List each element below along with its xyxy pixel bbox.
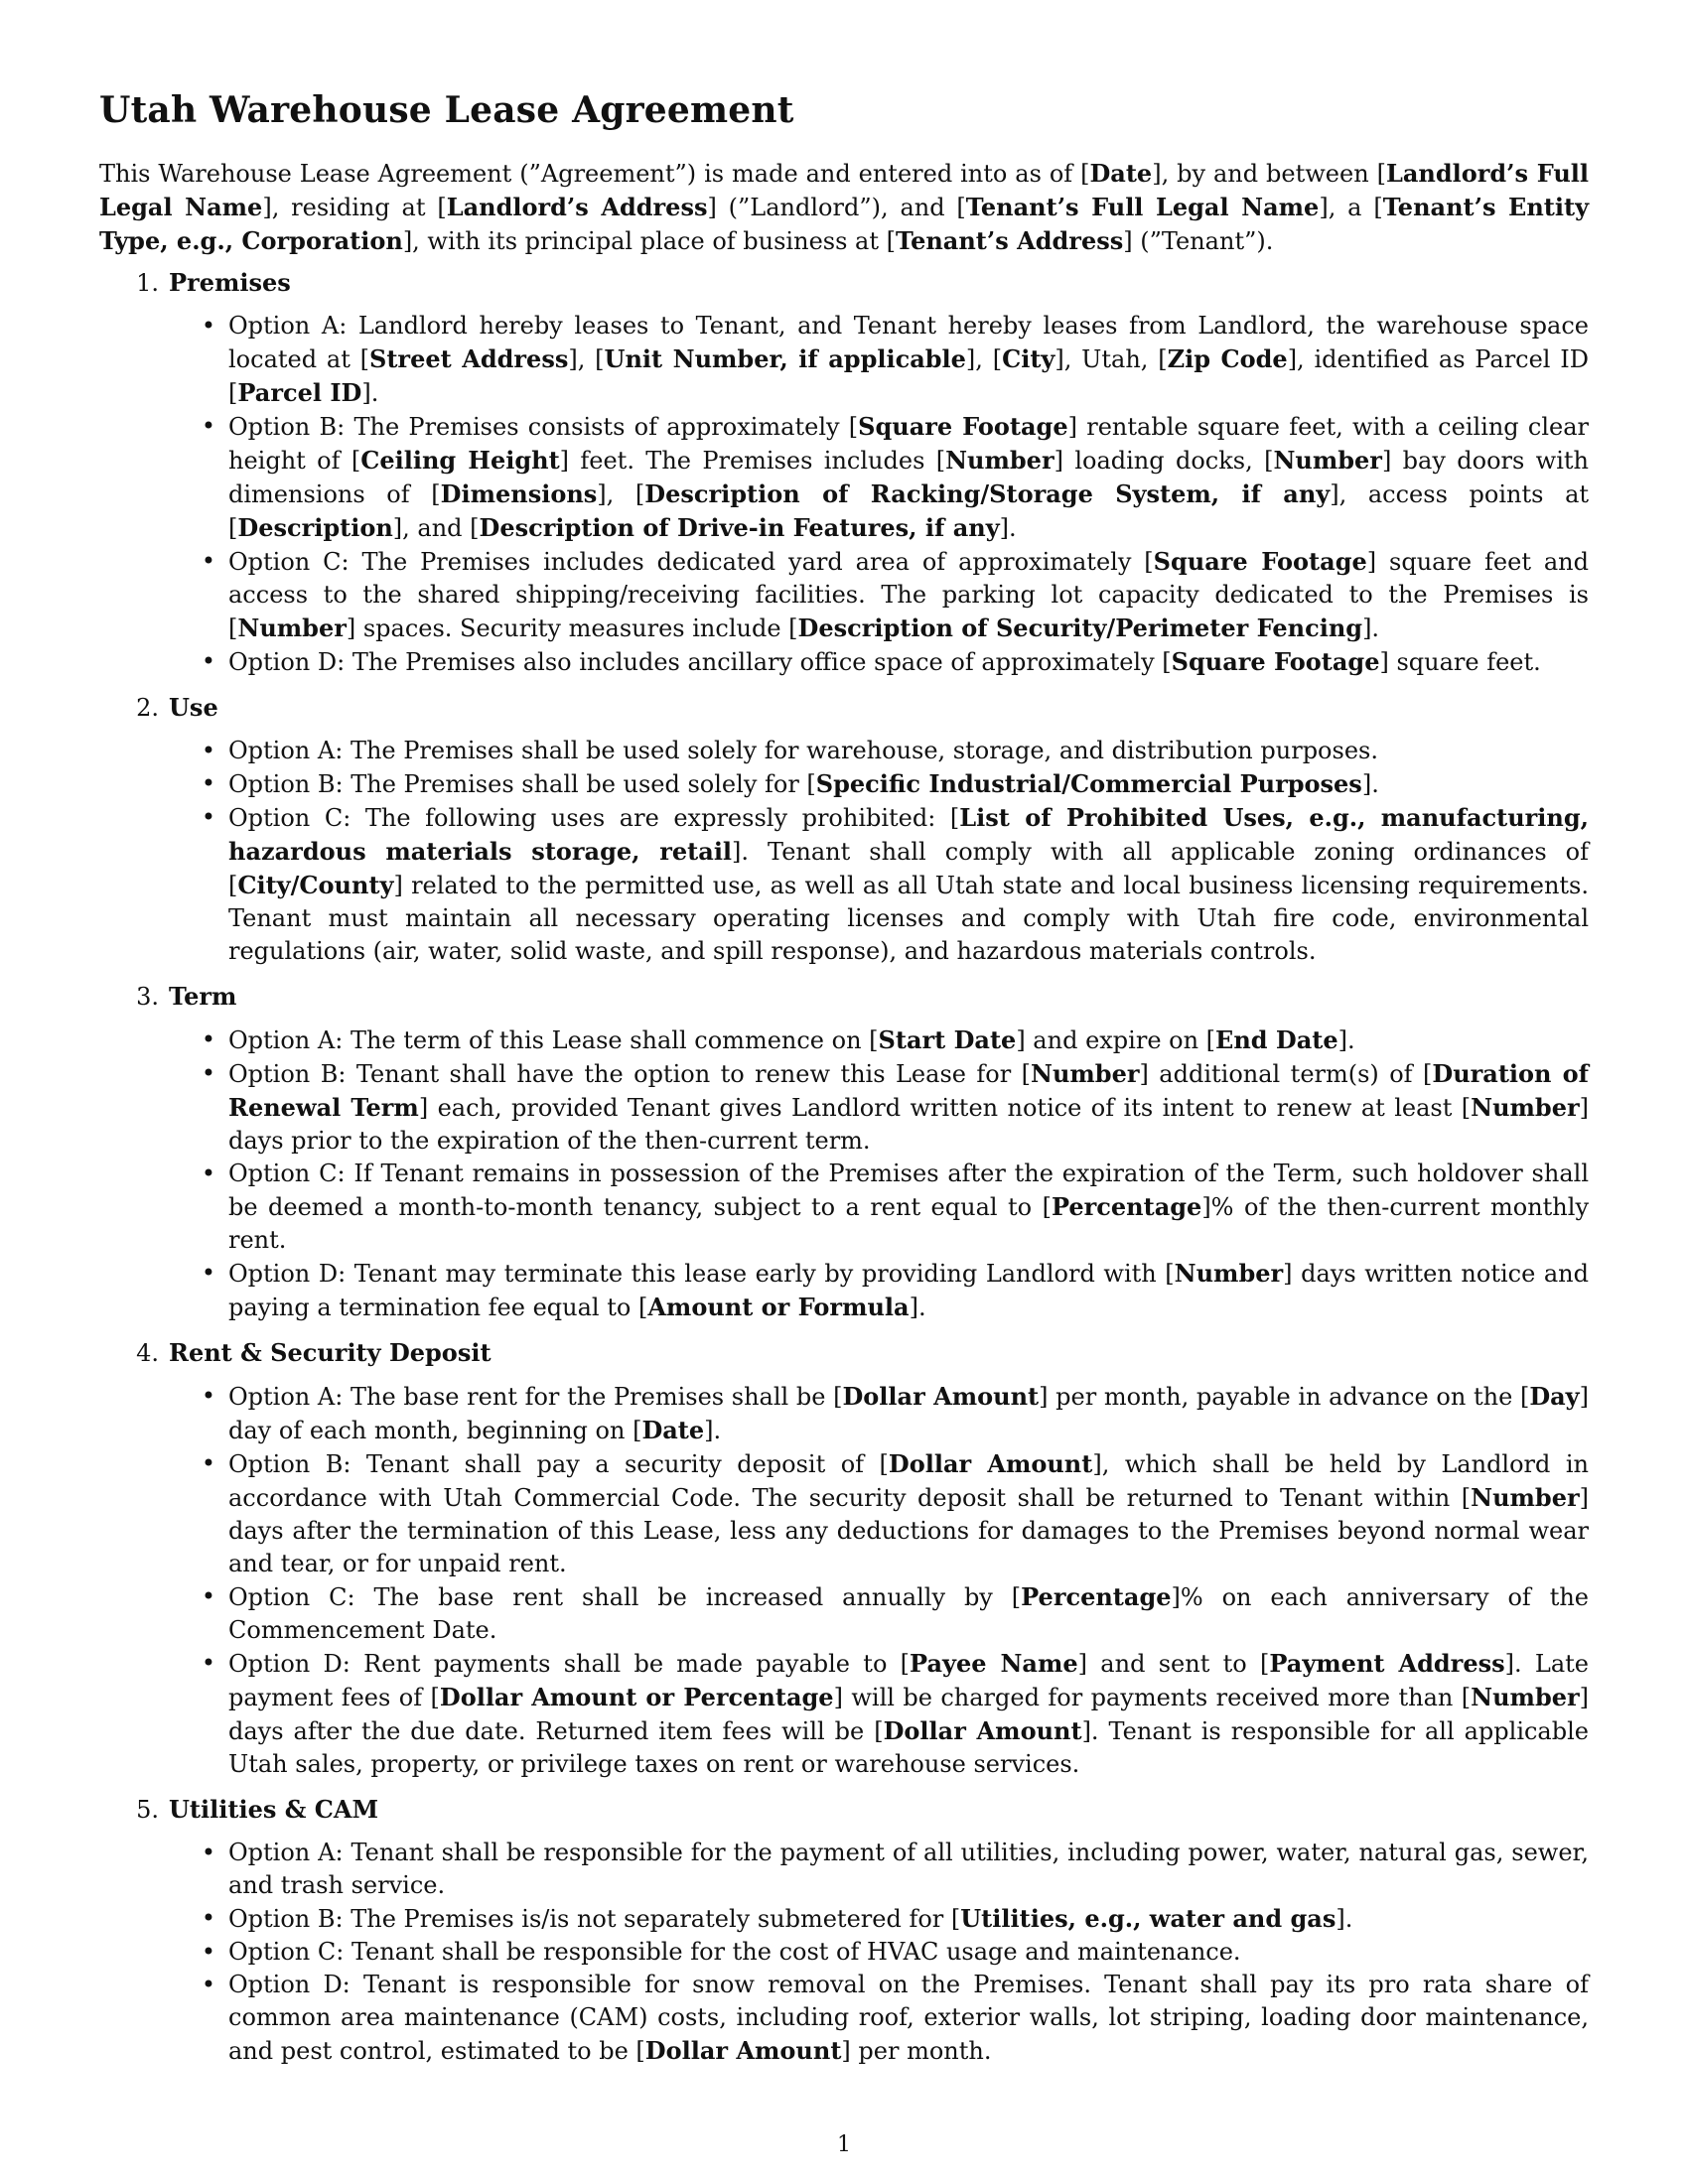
text-run: Option B: The Premises consists of approximately [ (228, 413, 859, 441)
placeholder-field: Utilities, e.g., water and gas (960, 1904, 1336, 1933)
placeholder-field: List of Prohibited Uses, e.g., manufacturing, hazardous materials storage, retail (228, 803, 1589, 866)
document-page (99, 89, 1589, 2080)
text-run: ], [ (568, 345, 605, 373)
text-run: ] (”Landlord”), and [ (707, 194, 966, 221)
option-item (99, 1837, 1589, 1902)
text-run: Option D: Rent payments shall be made payable to [ (228, 1650, 911, 1678)
section-title: Premises (169, 268, 291, 297)
placeholder-field: City (1002, 344, 1055, 373)
intro-paragraph (99, 157, 1589, 258)
option-list (99, 735, 1589, 968)
placeholder-field: Dollar Amount or Percentage (439, 1683, 834, 1711)
text-run: Option A: Tenant shall be responsible for the payment of all utilities, including power, water, natural gas, sewer, and trash service. (228, 1839, 1589, 1899)
text-run: Option D: The Premises also includes ancillary office space of approximately [ (228, 648, 1172, 676)
bullet-icon: • (201, 1382, 216, 1410)
option-item (99, 1380, 1589, 1447)
bullet-icon: • (201, 1025, 216, 1053)
text-run: ] rentable square feet, with a ceiling clear height of [ (228, 413, 1590, 475)
option-item (99, 1057, 1589, 1158)
section-4 (99, 1336, 1589, 1781)
section-number: 4. (136, 1339, 159, 1367)
placeholder-field: Tenant’s Full Legal Name (965, 193, 1320, 221)
placeholder-field: Landlord’s Full Legal Name (99, 159, 1590, 221)
text-run: ], [ (597, 480, 645, 508)
option-item (99, 1647, 1589, 1781)
placeholder-field: Description of Racking/Storage System, if any (644, 479, 1331, 508)
text-run: ] per month. (841, 2037, 992, 2065)
section-title: Use (169, 693, 218, 722)
placeholder-field: Payee Name (910, 1649, 1078, 1678)
option-item (99, 1969, 1589, 2068)
text-run: This Warehouse Lease Agreement (”Agreement”) is made and entered into as of [ (99, 160, 1090, 188)
text-run: Option A: Landlord hereby leases to Tenant, and Tenant hereby leases from Landlord, the warehouse space located at [ (228, 312, 1589, 373)
text-run: ]% on each anniversary of the Commencement Date. (228, 1583, 1589, 1644)
text-run: ] feet. The Premises includes [ (559, 447, 946, 475)
option-item (99, 767, 1589, 801)
text-run: Option D: Tenant may terminate this lease early by providing Landlord with [ (228, 1260, 1175, 1288)
text-run: ], and [ (392, 514, 480, 542)
option-item (99, 410, 1589, 545)
option-list (99, 1837, 1589, 2068)
placeholder-field: Tenant’s Address (895, 226, 1124, 255)
text-run: ]. Late payment fees of [ (228, 1650, 1589, 1711)
placeholder-field: Number (1031, 1059, 1140, 1088)
section-heading (99, 266, 1589, 300)
text-run: ] day of each month, beginning on [ (228, 1383, 1589, 1444)
text-run: ], by and between [ (1152, 160, 1386, 188)
placeholder-field: Payment Address (1269, 1649, 1505, 1678)
placeholder-field: Number (1174, 1259, 1284, 1288)
section-number: 3. (136, 983, 159, 1011)
text-run: ], access points at [ (228, 480, 1590, 542)
placeholder-field: Amount or Formula (647, 1293, 910, 1321)
option-item (99, 645, 1589, 679)
section-heading (99, 691, 1589, 725)
bullet-icon: • (201, 312, 216, 340)
section-title: Rent & Security Deposit (169, 1338, 492, 1367)
bullet-icon: • (201, 1839, 216, 1866)
bullet-icon: • (201, 1938, 216, 1966)
bullet-icon: • (201, 737, 216, 764)
bullet-icon: • (201, 1904, 216, 1932)
placeholder-field: Dimensions (440, 479, 598, 508)
placeholder-field: Dollar Amount (842, 1382, 1040, 1411)
placeholder-field: Dollar Amount (883, 1716, 1082, 1745)
bullet-icon: • (201, 1582, 216, 1610)
placeholder-field: Square Footage (1171, 647, 1380, 676)
bullet-icon: • (201, 412, 216, 440)
bullet-icon: • (201, 1160, 216, 1187)
text-run: ]. (1337, 1026, 1355, 1054)
placeholder-field: Number (1471, 1093, 1580, 1122)
option-item (99, 545, 1589, 645)
text-run: ], [ (965, 345, 1003, 373)
placeholder-field: Dollar Amount (644, 2036, 842, 2065)
text-run: ] additional term(s) of [ (1139, 1060, 1433, 1088)
text-run: ], residing at [ (262, 194, 447, 221)
placeholder-field: Parcel ID (237, 378, 362, 407)
placeholder-field: Dollar Amount (888, 1449, 1093, 1478)
section-title: Utilities & CAM (169, 1795, 379, 1824)
option-item (99, 310, 1589, 410)
section-number: 1. (136, 269, 159, 297)
section-list (99, 266, 1589, 2068)
text-run: Option C: The base rent shall be increased annually by [ (228, 1583, 1022, 1611)
option-item (99, 735, 1589, 767)
placeholder-field: End Date (1215, 1025, 1338, 1054)
text-run: ]. (909, 1294, 926, 1321)
text-run: ]. Tenant is responsible for all applicable Utah sales, property, or privilege taxes on rent or warehouse services. (228, 1717, 1589, 1778)
placeholder-field: Description (237, 513, 393, 542)
text-run: ], identified as Parcel ID [ (228, 345, 1590, 407)
text-run: ] related to the permitted use, as well as all Utah state and local business licensing requirements. Tenant must maintain all necessary operating licenses and comply with Utah fire code, environmental regulations (air, water, solid waste, and spill response), and hazardous materials controls. (228, 872, 1589, 965)
text-run: ] and expire on [ (1016, 1026, 1216, 1054)
text-run: Option C: The Premises includes dedicated yard area of approximately [ (228, 548, 1154, 576)
placeholder-field: Description of Security/Perimeter Fencing (797, 614, 1363, 642)
text-run: ] will be charged for payments received more than [ (833, 1684, 1472, 1711)
placeholder-field: Date (1089, 159, 1153, 188)
text-run: ] and sent to [ (1077, 1650, 1270, 1678)
section-2 (99, 691, 1589, 968)
text-run: ] days after the due date. Returned item fees will be [ (228, 1684, 1590, 1745)
option-item (99, 1158, 1589, 1257)
bullet-icon: • (201, 647, 216, 675)
text-run: ], Utah, [ (1055, 345, 1168, 373)
placeholder-field: Date (641, 1416, 705, 1444)
text-run: ]% of the then-current monthly rent. (228, 1193, 1589, 1254)
text-run: ]. Tenant shall comply with all applicable zoning ordinances of [ (228, 838, 1589, 899)
bullet-icon: • (201, 1059, 216, 1087)
text-run: ]. (1336, 1905, 1353, 1933)
document-title: Utah Warehouse Lease Agreement (99, 89, 794, 131)
section-1 (99, 266, 1589, 679)
placeholder-field: Day (1529, 1382, 1580, 1411)
option-list (99, 1380, 1589, 1781)
text-run: ] each, provided Tenant gives Landlord written notice of its intent to renew at least [ (418, 1094, 1472, 1122)
placeholder-field: Number (945, 446, 1055, 475)
option-list (99, 1024, 1589, 1324)
placeholder-field: Street Address (369, 344, 569, 373)
text-run: Option A: The Premises shall be used solely for warehouse, storage, and distribution purposes. (228, 737, 1378, 764)
text-run: ]. (1362, 614, 1380, 642)
text-run: Option A: The base rent for the Premises shall be [ (228, 1383, 843, 1411)
placeholder-field: Specific Industrial/Commercial Purposes (815, 769, 1362, 798)
bullet-icon: • (201, 769, 216, 797)
text-run: ] spaces. Security measures include [ (346, 614, 798, 642)
section-heading (99, 980, 1589, 1014)
placeholder-field: Tenant’s Entity Type, e.g., Corporation (99, 193, 1590, 255)
text-run: Option B: Tenant shall have the option to renew this Lease for [ (228, 1060, 1032, 1088)
bullet-icon: • (201, 1971, 216, 1998)
placeholder-field: Landlord’s Address (446, 193, 708, 221)
placeholder-field: Percentage (1021, 1582, 1172, 1611)
text-run: ] days after the termination of this Lease, less any deductions for damages to the Premises beyond normal wear and tear, or for unpaid rent. (228, 1484, 1589, 1577)
text-run: ]. (704, 1417, 722, 1444)
text-run: ] (”Tenant”). (1123, 227, 1274, 255)
placeholder-field: Number (1471, 1683, 1580, 1711)
option-item (99, 1447, 1589, 1580)
placeholder-field: Percentage (1051, 1192, 1202, 1221)
section-heading (99, 1793, 1589, 1827)
text-run: ] loading docks, [ (1054, 447, 1274, 475)
text-run: Option C: The following uses are expressly prohibited: [ (228, 804, 960, 832)
text-run: ], with its principal place of business at [ (402, 227, 896, 255)
text-run: ] bay doors with dimensions of [ (228, 447, 1589, 508)
bullet-icon: • (201, 1449, 216, 1477)
section-5 (99, 1793, 1589, 2068)
text-run: Option B: The Premises shall be used solely for [ (228, 770, 816, 798)
placeholder-field: Number (1471, 1483, 1580, 1512)
placeholder-field: Number (237, 614, 347, 642)
text-run: Option C: If Tenant remains in possession of the Premises after the expiration of the Term, such holdover shall be deemed a month-to-month tenancy, subject to a rent equal to [ (228, 1160, 1589, 1221)
placeholder-field: Duration of Renewal Term (228, 1059, 1589, 1122)
text-run: ] square feet and access to the shared shipping/receiving facilities. The parking lot capacity dedicated to the Premises is [ (228, 548, 1590, 642)
placeholder-field: City/County (237, 871, 394, 899)
text-run: ], a [ (1319, 194, 1383, 221)
text-run: ]. (361, 379, 379, 407)
section-number: 2. (136, 694, 159, 722)
placeholder-field: Start Date (878, 1025, 1017, 1054)
section-title: Term (169, 982, 237, 1011)
option-item (99, 801, 1589, 968)
bullet-icon: • (201, 1649, 216, 1677)
bullet-icon: • (201, 547, 216, 575)
placeholder-field: Ceiling Height (360, 446, 560, 475)
section-number: 5. (136, 1796, 159, 1824)
text-run: ] days written notice and paying a termination fee equal to [ (228, 1260, 1589, 1321)
option-list (99, 310, 1589, 679)
bullet-icon: • (201, 803, 216, 831)
text-run: ] per month, payable in advance on the [ (1039, 1383, 1530, 1411)
text-run: ], which shall be held by Landlord in accordance with Utah Commercial Code. The security deposit shall be returned to Tenant within [ (228, 1450, 1589, 1512)
text-run: Option B: Tenant shall pay a security deposit of [ (228, 1450, 889, 1478)
section-3 (99, 980, 1589, 1324)
placeholder-field: Description of Drive-in Features, if any (479, 513, 1000, 542)
bullet-icon: • (201, 1259, 216, 1287)
option-item (99, 1024, 1589, 1057)
text-run: ]. (1361, 770, 1379, 798)
placeholder-field: Zip Code (1167, 344, 1288, 373)
option-item (99, 1257, 1589, 1324)
option-item (99, 1936, 1589, 1969)
placeholder-field: Square Footage (1153, 547, 1367, 576)
option-item (99, 1902, 1589, 1936)
text-run: Option C: Tenant shall be responsible for the cost of HVAC usage and maintenance. (228, 1938, 1241, 1966)
placeholder-field: Unit Number, if applicable (604, 344, 966, 373)
placeholder-field: Square Footage (858, 412, 1068, 441)
option-item (99, 1580, 1589, 1647)
text-run: Option A: The term of this Lease shall commence on [ (228, 1026, 879, 1054)
text-run: ]. (999, 514, 1017, 542)
text-run: Option B: The Premises is/is not separately submetered for [ (228, 1905, 961, 1933)
placeholder-field: Number (1273, 446, 1382, 475)
text-run: ] days prior to the expiration of the then-current term. (228, 1094, 1589, 1155)
text-run: ] square feet. (1379, 648, 1541, 676)
text-run: Option D: Tenant is responsible for snow removal on the Premises. Tenant shall pay its pro rata share of common area maintenance (CAM) costs, including roof, exterior walls, lot striping, loading door maintenance, and pest control, estimated to be [ (228, 1971, 1589, 2065)
section-heading (99, 1336, 1589, 1370)
page-number: 1 (837, 2132, 851, 2157)
